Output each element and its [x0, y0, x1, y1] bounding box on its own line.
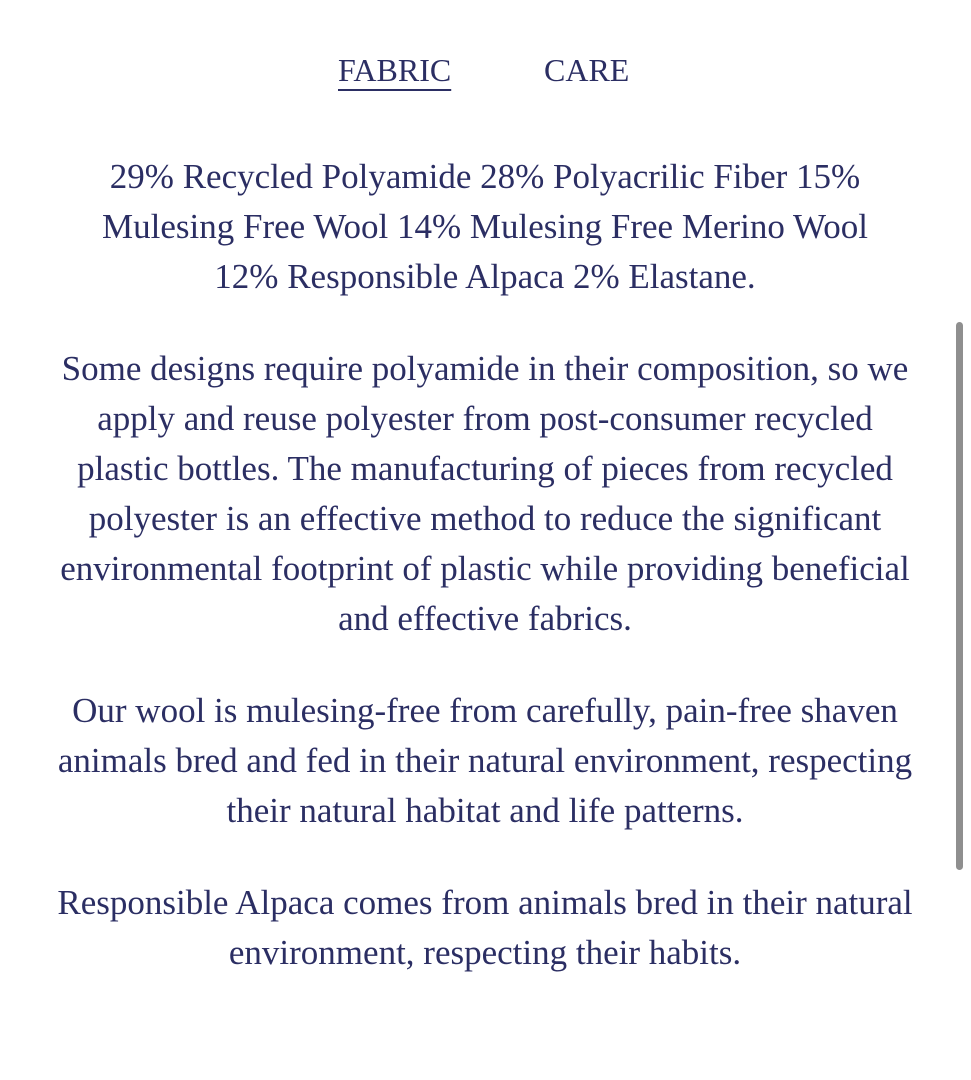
- tab-care[interactable]: CARE: [544, 52, 630, 88]
- wool-description: Our wool is mulesing-free from carefully, pain-free shaven animals bred and fed in their natural environment, respecting their natural habitat and life patterns.: [57, 691, 913, 830]
- tab-fabric[interactable]: FABRIC: [338, 52, 452, 88]
- polyamide-description: Some designs require polyamide in their composition, so we apply and reuse polyester from post-consumer recycled plastic bottles. The manufacturing of pieces from recycled polyester is an effective method to reduce the significant environmental footprint of plastic while providing beneficial and effective fabrics.: [60, 349, 910, 638]
- tab-bar: [0, 50, 971, 94]
- fabric-panel: [40, 152, 930, 1020]
- vertical-scrollbar-thumb[interactable]: [956, 322, 963, 870]
- alpaca-description: Responsible Alpaca comes from animals bred in their natural environment, respecting their habits.: [57, 883, 913, 972]
- fabric-composition-text: 29% Recycled Polyamide 28% Polyacrilic Fiber 15% Mulesing Free Wool 14% Mulesing Free Merino Wool 12% Responsible Alpaca 2% Elastane.: [102, 157, 868, 296]
